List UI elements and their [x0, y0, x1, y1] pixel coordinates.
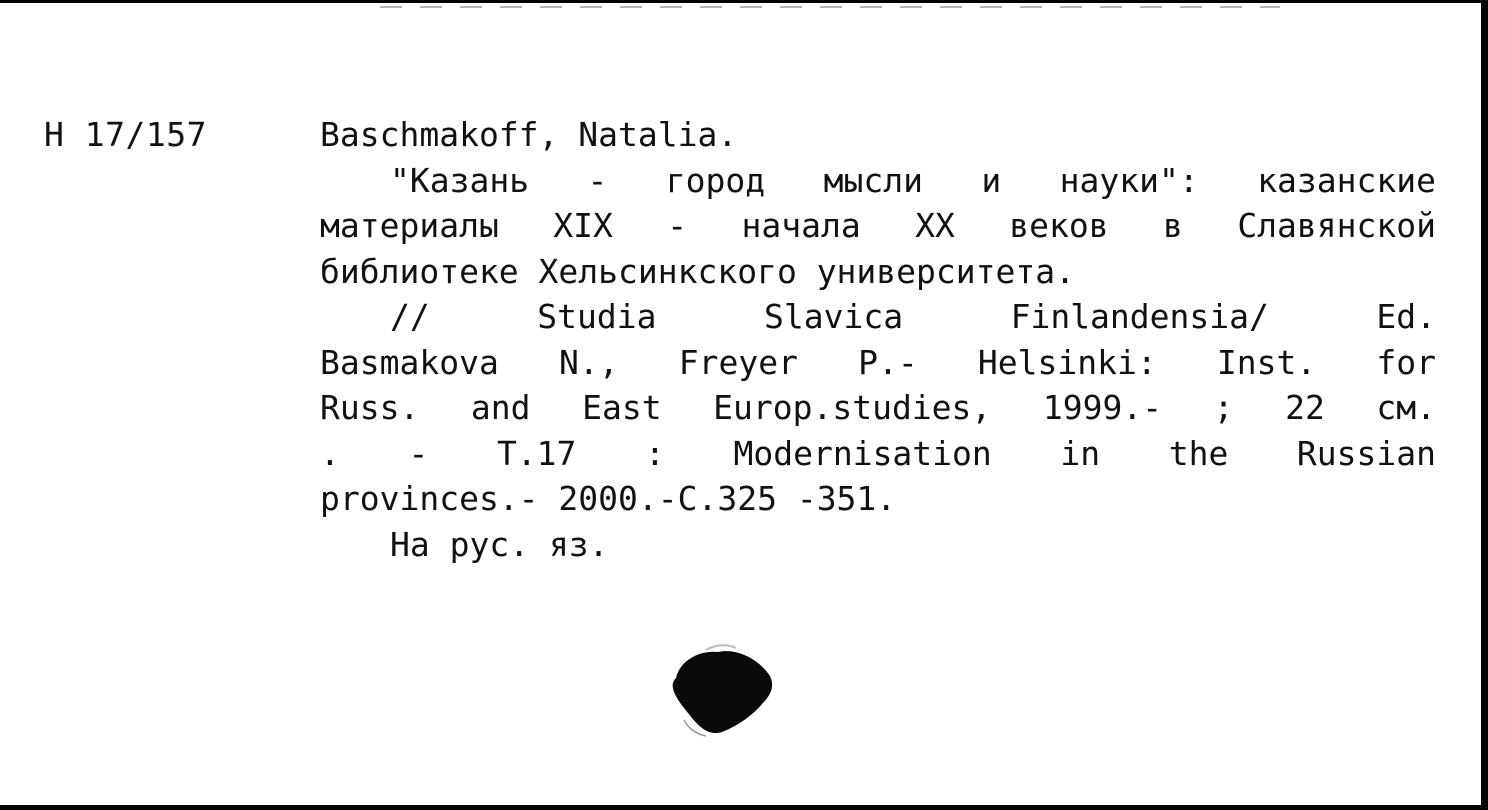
author-line: Baschmakoff, Natalia. — [320, 115, 738, 154]
series-line-2: Basmakova N., Freyer P.- Helsinki: Inst. for — [320, 342, 1436, 382]
card-top-edge — [0, 0, 1488, 3]
series-line-3: Russ. and East Europ.studies, 1999.- ; 22 см. — [320, 388, 1436, 427]
card-top-mark — [380, 6, 1280, 8]
card-bottom-edge — [0, 805, 1488, 810]
series-line-1: // Studia Slavica Finlandensia/ Ed. — [390, 297, 1436, 336]
language-note: На рус. яз. — [390, 524, 609, 564]
catalog-entry — [320, 112, 1436, 567]
title-line-1: "Казань - город мысли и науки": казанские — [390, 160, 1436, 200]
series-line-5: provinces.- 2000.-С.325 -351. — [320, 479, 897, 518]
series-line-4: . - Т.17 : Modernisation in the Russian — [320, 433, 1436, 473]
call-number: H 17/157 — [44, 115, 207, 154]
punch-hole-icon — [666, 640, 778, 740]
title-line-2: материалы XIX - начала XX веков в Славянской — [320, 206, 1436, 245]
card-right-edge — [1481, 0, 1488, 810]
title-line-3: библиотеке Хельсинкского университета. — [320, 251, 1075, 291]
